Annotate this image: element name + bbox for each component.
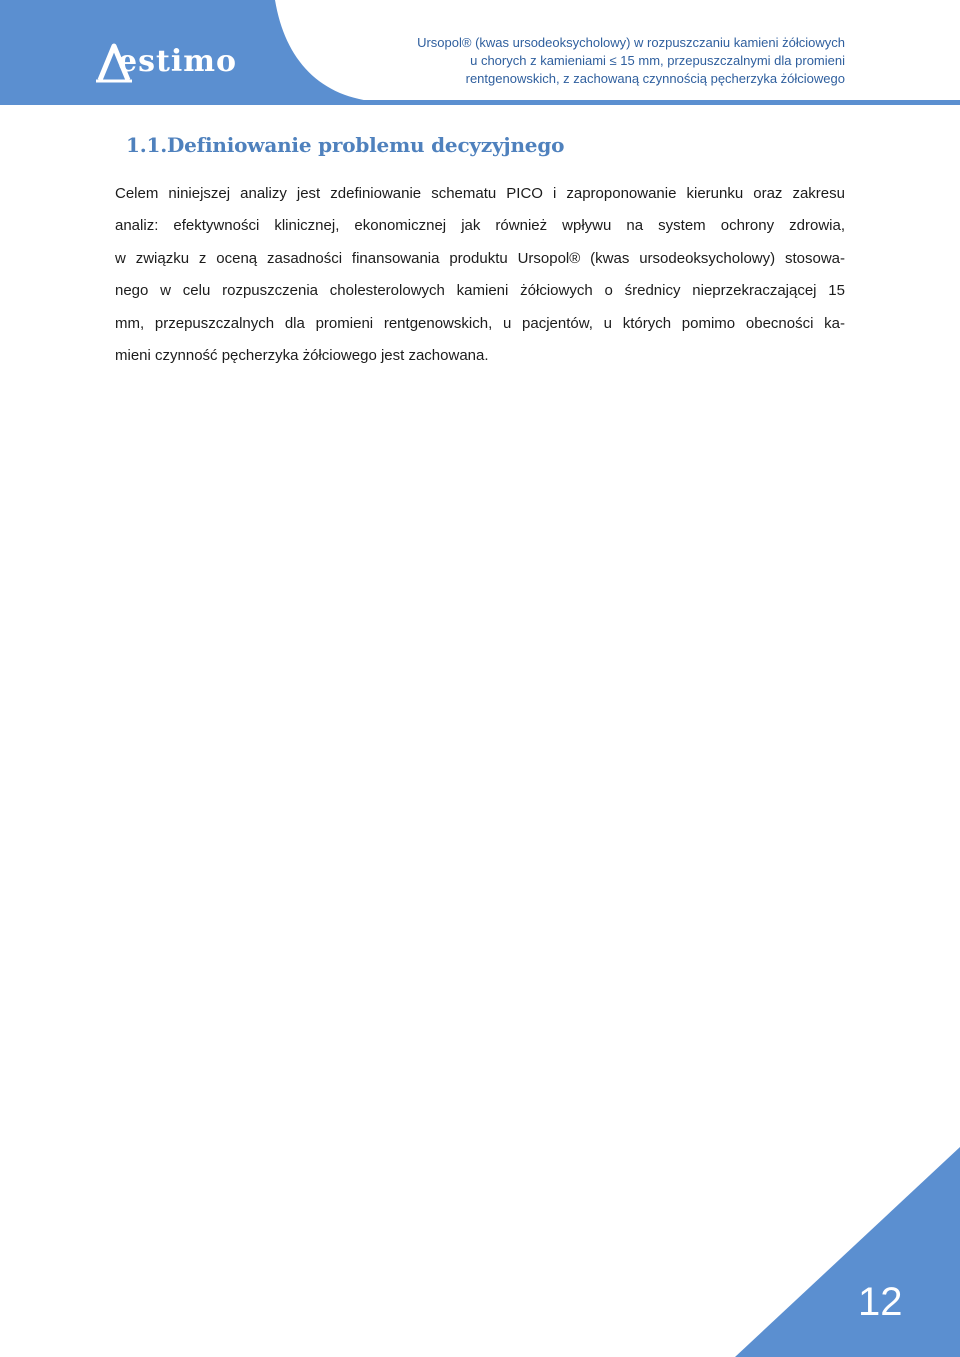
page-number: 12 <box>858 1280 903 1324</box>
paragraph-line: analiz: efektywności klinicznej, ekonomicznej jak również wpływu na system ochrony zdrowia, <box>115 217 845 235</box>
paragraph-line: mieni czynność pęcherzyka żółciowego jest zachowana. <box>115 347 489 365</box>
corner-triangle <box>735 1147 960 1357</box>
paragraph-line: nego w celu rozpuszczenia cholesterolowych kamieni żółciowych o średnicy nieprzekraczającej 15 <box>115 282 845 300</box>
document-title <box>285 34 845 88</box>
estimo-logo <box>92 40 262 86</box>
title-line: u chorych z kamieniami ≤ 15 mm, przepuszczalnymi dla promieni <box>470 53 845 68</box>
logo-text: estimo <box>118 44 237 79</box>
title-line: rentgenowskich, z zachowaną czynnością pęcherzyka żółciowego <box>465 71 845 86</box>
section-heading: 1.1.Definiowanie problemu decyzyjnego <box>126 133 565 157</box>
title-line: Ursopol® (kwas ursodeoksycholowy) w rozpuszczaniu kamieni żółciowych <box>417 35 845 50</box>
section-paragraph <box>115 178 845 372</box>
paragraph-line: mm, przepuszczalnych dla promieni rentgenowskich, u pacjentów, u których pomimo obecności ka- <box>115 314 845 332</box>
paragraph-line: w związku z oceną zasadności finansowania produktu Ursopol® (kwas ursodeoksycholowy) stosowa- <box>115 249 845 267</box>
page-header <box>0 0 960 105</box>
paragraph-line: Celem niniejszej analizy jest zdefiniowanie schematu PICO i zaproponowanie kierunku oraz zakresu <box>115 185 845 202</box>
